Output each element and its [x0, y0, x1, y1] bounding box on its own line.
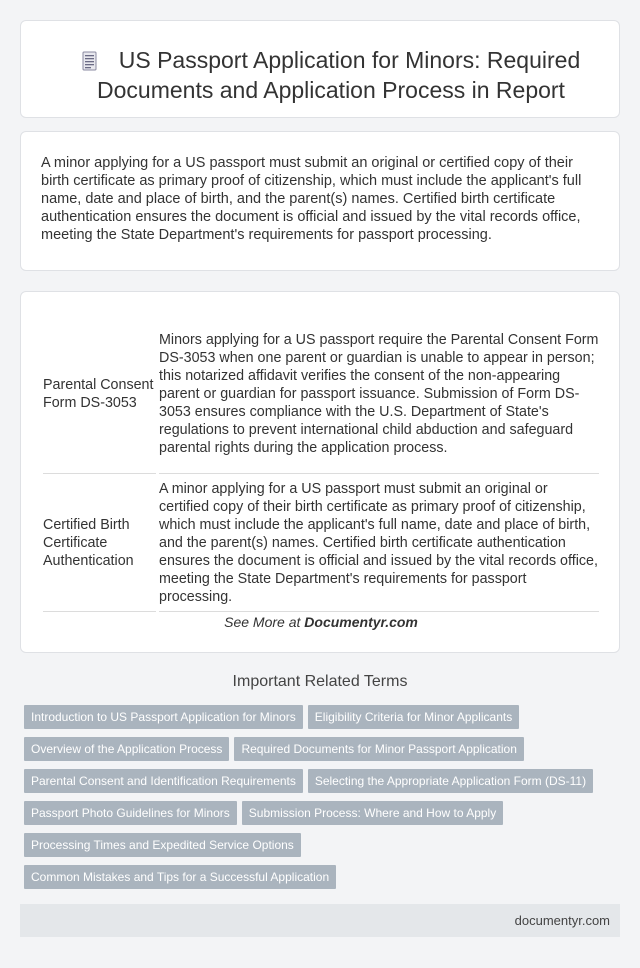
document-icon: [82, 48, 97, 68]
terms-table-card: [20, 291, 620, 653]
see-more-link[interactable]: [21, 614, 621, 630]
related-term-tag[interactable]: Common Mistakes and Tips for a Successful Application: [24, 865, 336, 889]
related-term-tag[interactable]: Parental Consent and Identification Requirements: [24, 769, 303, 793]
term-cell: Parental Consent Form DS-3053: [43, 376, 154, 411]
related-term-tag[interactable]: Eligibility Criteria for Minor Applicants: [308, 705, 519, 729]
row-separator: [43, 611, 599, 612]
related-term-tag[interactable]: Overview of the Application Process: [24, 737, 229, 761]
related-term-tag[interactable]: Required Documents for Minor Passport Application: [234, 737, 523, 761]
term-cell: Certified Birth Certificate Authentication: [43, 516, 134, 569]
intro-card: [20, 131, 620, 271]
table-row: [43, 314, 599, 473]
title-card: [20, 20, 620, 118]
related-term-tag[interactable]: Introduction to US Passport Application for Minors: [24, 705, 303, 729]
definition-cell: Minors applying for a US passport require the Parental Consent Form DS-3053 when one parent or guardian is unable to appear in person; this notarized affidavit verifies the consent of the non-appearing parent or guardian for passport issuance. Submission of Form DS-3053 ensures compliance with the U.S. Department of State's regulations to prevent international child abduction and safeguard parental rights during the application process.: [159, 331, 599, 456]
table-row: [43, 474, 599, 611]
footer-site-link[interactable]: documentyr.com: [514, 913, 610, 928]
related-term-tag[interactable]: Selecting the Appropriate Application Form (DS-11): [308, 769, 593, 793]
related-term-tag[interactable]: Passport Photo Guidelines for Minors: [24, 801, 237, 825]
see-more-site: Documentyr.com: [304, 614, 418, 630]
definition-cell: A minor applying for a US passport must submit an original or certified copy of their birth certificate as primary proof of citizenship, which must include the applicant's full name, date and place of birth, and the parent(s) names. Certified birth certificate authentication ensures the document is official and issued by the vital records office, meeting the State Department's requirements for passport processing.: [159, 480, 598, 605]
related-terms-heading: Important Related Terms: [232, 673, 408, 690]
related-terms-tags: [24, 705, 614, 897]
terms-table: [43, 314, 599, 612]
related-term-tag[interactable]: Submission Process: Where and How to Apply: [242, 801, 503, 825]
related-term-tag[interactable]: Processing Times and Expedited Service Options: [24, 833, 301, 857]
intro-paragraph: A minor applying for a US passport must submit an original or certified copy of their birth certificate as primary proof of citizenship, which must include the applicant's full name, date and place of birth, and the parent(s) names. Certified birth certificate authentication ensures the document is official and issued by the vital records office, meeting the State Department's requirements for passport processing.: [41, 155, 582, 243]
see-more-prefix: See More at: [224, 614, 305, 630]
page-title-text: US Passport Application for Minors: Required Documents and Application Process in Report: [97, 47, 581, 103]
page-title: [61, 45, 601, 105]
footer: [20, 904, 620, 937]
